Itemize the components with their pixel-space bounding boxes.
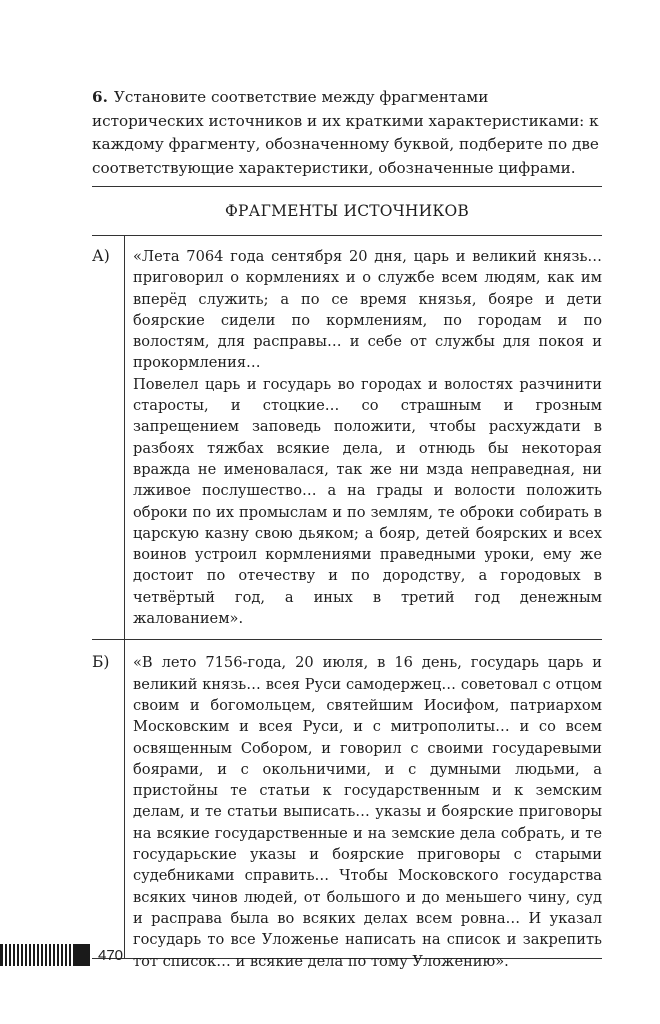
task-text: Установите соответствие между фрагментами исторических источников и их краткими характеристиками: к каждому фрагменту, обозначенному буквой, подберите по две соответствующие характеристики, обозначенные цифрами. — [92, 88, 599, 177]
task-number: 6. — [92, 88, 108, 106]
fragment-a — [125, 236, 602, 639]
row-label-a: А) — [92, 236, 125, 639]
table-row — [92, 236, 602, 640]
page-marker-bars — [0, 944, 78, 966]
sources-table — [92, 186, 602, 970]
page-footer — [0, 941, 123, 969]
table-header: ФРАГМЕНТЫ ИСТОЧНИКОВ — [92, 187, 602, 236]
fragment-a-paragraph-1: «Лета 7064 года сентября 20 дня, царь и великий князь… приговорил о кормлениях и о службе всем людям, как им вперёд служить; а по се время князья, бояре и дети боярские сидели по кормлениям, по городам и по волостям, для расправы… и себе от службы для покоя и прокормления… — [133, 248, 602, 372]
fragment-b — [125, 640, 602, 970]
fragment-b-paragraph-1: «В лето 7156-года, 20 июля, в 16 день, государь царь и великий князь… всея Руси самодержец… советовал с отцом своим и богомольцем, святейшим Иосифом, патриархом Московским и всея Руси, и с митрополиты… и со всем освященным Собором, и говорил с своими государевыми боярами, и с окольничими, и с думными людьми, а пристойны те статьи к государственным и к земским делам, и те статьи выписать… указы и боярские приговоры на всякие государственные и на земские дела собрать, и те государьские указы и боярские приговоры с старыми судебниками справить… Чтобы Московского государства всяких чинов людей, от большого и до меньшего чину, суд и расправа была во всяких делах всем ровна… И указал государь то все Уложенье написать на список и закрепить тот список… и всякие дела по тому Уложению». — [133, 654, 602, 970]
row-label-b: Б) — [92, 640, 125, 958]
page-marker-block — [78, 944, 90, 966]
table-row — [92, 640, 602, 970]
task-statement — [92, 86, 600, 180]
page-number: 470 — [98, 946, 124, 964]
fragment-a-paragraph-2: Повелел царь и государь во городах и волостях разчинити старосты, и стоцкие… со страшным и грозным запрещением заповедь положити, чтобы расхуждати в разбоях тяжбах всякие дела, и отнюдь бы некоторая вражда не именовалася, так же ни мзда неправедная, ни лживое послушество… а на грады и волости положить оброки по их промыслам и по землям, те оброки собирать в царскую казну свою дьяком; а бояр, детей боярских и всех воинов устроил кормлениями праведными уроки, ему же достоит по отечеству и по дородству, а городовых в четвёртый год, а иных в третий год денежным жалованием». — [133, 375, 602, 628]
